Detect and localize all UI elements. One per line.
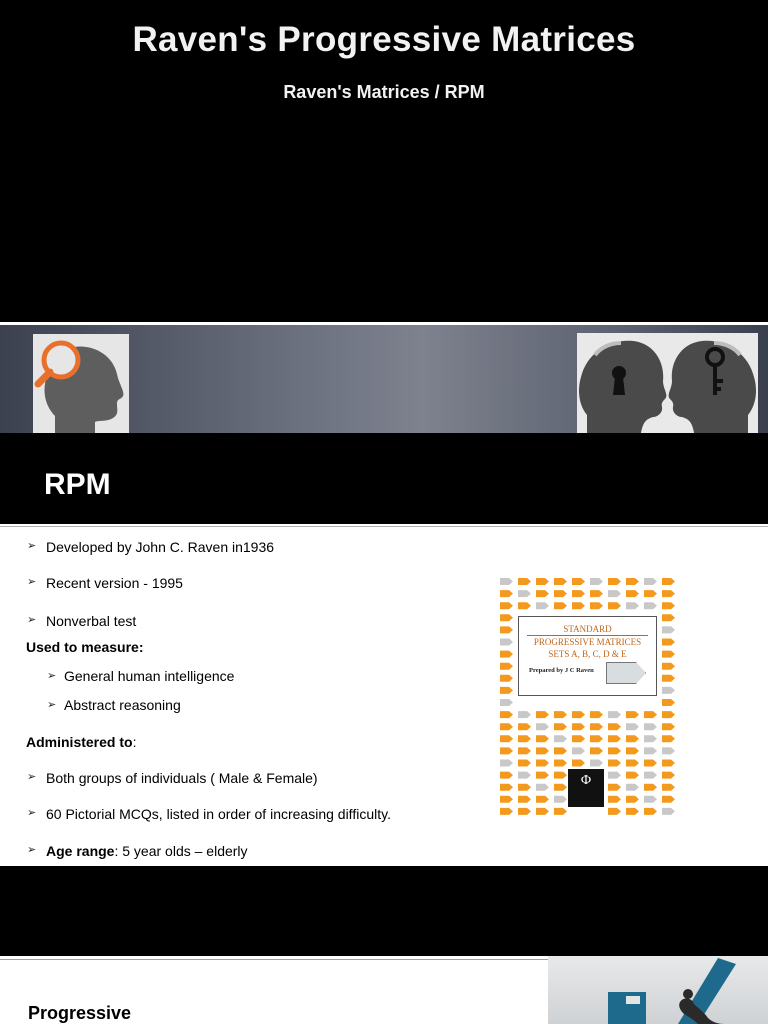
arrow-shape-icon: [590, 578, 603, 585]
book-title-line2: PROGRESSIVE MATRICES: [527, 635, 648, 647]
rpm-slide-header: [0, 433, 768, 524]
publisher-logo-icon: Φ: [568, 769, 604, 807]
slide-title: Raven's Progressive Matrices: [132, 20, 636, 59]
arrow-shape-icon: [518, 747, 531, 754]
arrow-bullet-icon: ➢: [27, 614, 37, 626]
arrow-shape-icon: [662, 626, 675, 633]
arrow-shape-icon: [644, 602, 657, 609]
progressive-slide: [0, 956, 768, 1024]
arrow-shape-icon: [554, 784, 567, 791]
arrow-shape-icon: [590, 760, 603, 767]
arrow-shape-icon: [626, 772, 639, 779]
arrow-shape-icon: [536, 735, 549, 742]
arrow-shape-icon: [500, 687, 513, 694]
measure-item: Abstract reasoning: [64, 697, 181, 713]
arrow-shape-icon: [536, 760, 549, 767]
arrow-shape-icon: [608, 578, 621, 585]
arrow-shape-icon: [554, 747, 567, 754]
next-slide-header: [0, 866, 768, 956]
arrow-shape-icon: [644, 760, 657, 767]
arrow-shape-icon: [554, 772, 567, 779]
arrow-shape-icon: [500, 808, 513, 815]
arrow-shape-icon: [626, 796, 639, 803]
arrow-shape-icon: [554, 760, 567, 767]
arrow-shape-icon: [500, 735, 513, 742]
arrow-shape-icon: [518, 723, 531, 730]
arrow-shape-icon: [572, 602, 585, 609]
slide-subtitle: Raven's Matrices / RPM: [283, 82, 485, 102]
arrow-shape-icon: [608, 796, 621, 803]
arrow-shape-icon: [644, 796, 657, 803]
used-to-measure-label: Used to measure:: [26, 639, 144, 655]
arrow-shape-icon: [608, 590, 621, 597]
arrow-shape-icon: [644, 808, 657, 815]
arrow-shape-icon: [626, 590, 639, 597]
arrow-shape-icon: [536, 723, 549, 730]
arrow-shape-icon: [626, 747, 639, 754]
arrow-shape-icon: [536, 784, 549, 791]
arrow-shape-icon: [572, 590, 585, 597]
arrow-shape-icon: [572, 760, 585, 767]
arrow-bullet-icon: ➢: [47, 670, 57, 682]
arrow-shape-icon: [554, 602, 567, 609]
arrow-shape-icon: [662, 808, 675, 815]
arrow-shape-icon: [554, 808, 567, 815]
arrow-shape-icon: [590, 602, 603, 609]
arrow-shape-icon: [590, 723, 603, 730]
book-tag-icon: [606, 662, 646, 684]
arrow-shape-icon: [536, 602, 549, 609]
bullet-nonverbal: Nonverbal test: [46, 613, 137, 629]
arrow-shape-icon: [608, 735, 621, 742]
keyhole-key-heads-icon: [577, 333, 758, 433]
administered-suffix: :: [132, 734, 137, 750]
arrow-shape-icon: [500, 772, 513, 779]
arrow-shape-icon: [500, 590, 513, 597]
arrow-shape-icon: [608, 760, 621, 767]
arrow-shape-icon: [500, 699, 513, 706]
arrow-shape-icon: [518, 578, 531, 585]
arrow-shape-icon: [608, 808, 621, 815]
arrow-shape-icon: [626, 760, 639, 767]
arrow-shape-icon: [662, 760, 675, 767]
arrow-shape-icon: [644, 578, 657, 585]
rpm-content: [0, 526, 768, 866]
arrow-shape-icon: [518, 735, 531, 742]
age-range-line: [46, 843, 248, 859]
arrow-shape-icon: [572, 711, 585, 718]
arrow-shape-icon: [662, 735, 675, 742]
administered-line: [26, 734, 136, 750]
arrow-shape-icon: [536, 747, 549, 754]
arrow-shape-icon: [644, 590, 657, 597]
header-band: [0, 325, 768, 433]
arrow-shape-icon: [626, 723, 639, 730]
rpm-heading: RPM: [44, 468, 111, 501]
arrow-shape-icon: [662, 784, 675, 791]
arrow-shape-icon: [662, 687, 675, 694]
arrow-shape-icon: [662, 614, 675, 621]
arrow-bullet-icon: ➢: [27, 576, 37, 588]
arrow-shape-icon: [626, 808, 639, 815]
arrow-shape-icon: [572, 723, 585, 730]
arrow-shape-icon: [590, 590, 603, 597]
arrow-shape-icon: [662, 602, 675, 609]
bullet-mcqs: 60 Pictorial MCQs, listed in order of increasing difficulty.: [46, 806, 391, 822]
arrow-shape-icon: [644, 784, 657, 791]
arrow-shape-icon: [644, 772, 657, 779]
progressive-heading: Progressive: [28, 1003, 132, 1023]
arrow-shape-icon: [518, 590, 531, 597]
arrow-shape-icon: [536, 590, 549, 597]
arrow-shape-icon: [590, 735, 603, 742]
arrow-shape-icon: [518, 602, 531, 609]
arrow-shape-icon: [644, 711, 657, 718]
arrow-shape-icon: [608, 784, 621, 791]
arrow-shape-icon: [662, 639, 675, 646]
bullet-developed: Developed by John C. Raven in1936: [46, 539, 275, 555]
arrow-shape-icon: [500, 760, 513, 767]
arrow-shape-icon: [626, 602, 639, 609]
arrow-shape-icon: [626, 711, 639, 718]
arrow-shape-icon: [572, 747, 585, 754]
arrow-shape-icon: [554, 735, 567, 742]
arrow-shape-icon: [554, 723, 567, 730]
arrow-shape-icon: [536, 578, 549, 585]
arrow-shape-icon: [536, 711, 549, 718]
arrow-shape-icon: [500, 711, 513, 718]
arrow-shape-icon: [662, 796, 675, 803]
arrow-shape-icon: [662, 711, 675, 718]
rpm-book-cover: [498, 576, 679, 816]
arrow-shape-icon: [608, 723, 621, 730]
arrow-shape-icon: [662, 699, 675, 706]
arrow-bullet-icon: ➢: [27, 771, 37, 783]
arrow-shape-icon: [590, 747, 603, 754]
book-author: Prepared by J C Raven: [529, 667, 594, 674]
puzzle-figure-icon: [548, 956, 768, 1024]
arrow-shape-icon: [662, 578, 675, 585]
arrow-shape-icon: [500, 784, 513, 791]
arrow-bullet-icon: ➢: [27, 540, 37, 552]
arrow-shape-icon: [500, 602, 513, 609]
arrow-shape-icon: [608, 602, 621, 609]
arrow-shape-icon: [500, 747, 513, 754]
arrow-shape-icon: [518, 808, 531, 815]
arrow-shape-icon: [662, 590, 675, 597]
measure-item: General human intelligence: [64, 668, 235, 684]
arrow-shape-icon: [662, 723, 675, 730]
age-range-value: : 5 year olds – elderly: [114, 843, 248, 859]
arrow-shape-icon: [518, 796, 531, 803]
bullet-recent-version: Recent version - 1995: [46, 575, 183, 591]
arrow-shape-icon: [554, 578, 567, 585]
slide-divider: [0, 959, 548, 960]
arrow-shape-icon: [500, 796, 513, 803]
book-label: [518, 616, 657, 696]
arrow-shape-icon: [500, 675, 513, 682]
book-title-line1: STANDARD: [563, 624, 612, 634]
bullet-both-groups: Both groups of individuals ( Male & Female): [46, 770, 318, 786]
arrow-shape-icon: [554, 711, 567, 718]
arrow-shape-icon: [536, 796, 549, 803]
administered-label: Administered to: [26, 734, 133, 750]
title-slide: [0, 0, 768, 322]
arrow-shape-icon: [662, 747, 675, 754]
arrow-shape-icon: [662, 651, 675, 658]
arrow-shape-icon: [644, 735, 657, 742]
arrow-shape-icon: [626, 784, 639, 791]
arrow-shape-icon: [626, 578, 639, 585]
arrow-shape-icon: [536, 808, 549, 815]
arrow-shape-icon: [644, 747, 657, 754]
arrow-shape-icon: [608, 772, 621, 779]
arrow-shape-icon: [572, 578, 585, 585]
arrow-shape-icon: [554, 590, 567, 597]
arrow-shape-icon: [662, 675, 675, 682]
arrow-shape-icon: [608, 711, 621, 718]
arrow-shape-icon: [518, 760, 531, 767]
arrow-shape-icon: [536, 772, 549, 779]
arrow-shape-icon: [500, 578, 513, 585]
arrow-shape-icon: [500, 614, 513, 621]
arrow-shape-icon: [500, 651, 513, 658]
arrow-shape-icon: [500, 626, 513, 633]
arrow-shape-icon: [626, 735, 639, 742]
age-range-label: Age range: [46, 843, 115, 859]
arrow-shape-icon: [590, 711, 603, 718]
arrow-shape-icon: [608, 747, 621, 754]
head-magnifier-icon: [33, 334, 129, 433]
arrow-shape-icon: [500, 723, 513, 730]
arrow-shape-icon: [500, 663, 513, 670]
arrow-shape-icon: [572, 735, 585, 742]
arrow-bullet-icon: ➢: [27, 807, 37, 819]
arrow-bullet-icon: ➢: [27, 844, 37, 856]
arrow-shape-icon: [662, 663, 675, 670]
arrow-shape-icon: [500, 639, 513, 646]
arrow-shape-icon: [554, 796, 567, 803]
arrow-shape-icon: [662, 772, 675, 779]
arrow-shape-icon: [518, 784, 531, 791]
arrow-shape-icon: [644, 723, 657, 730]
arrow-shape-icon: [518, 772, 531, 779]
arrow-shape-icon: [518, 711, 531, 718]
book-title-line3: SETS A, B, C, D & E: [548, 649, 627, 659]
arrow-bullet-icon: ➢: [47, 699, 57, 711]
